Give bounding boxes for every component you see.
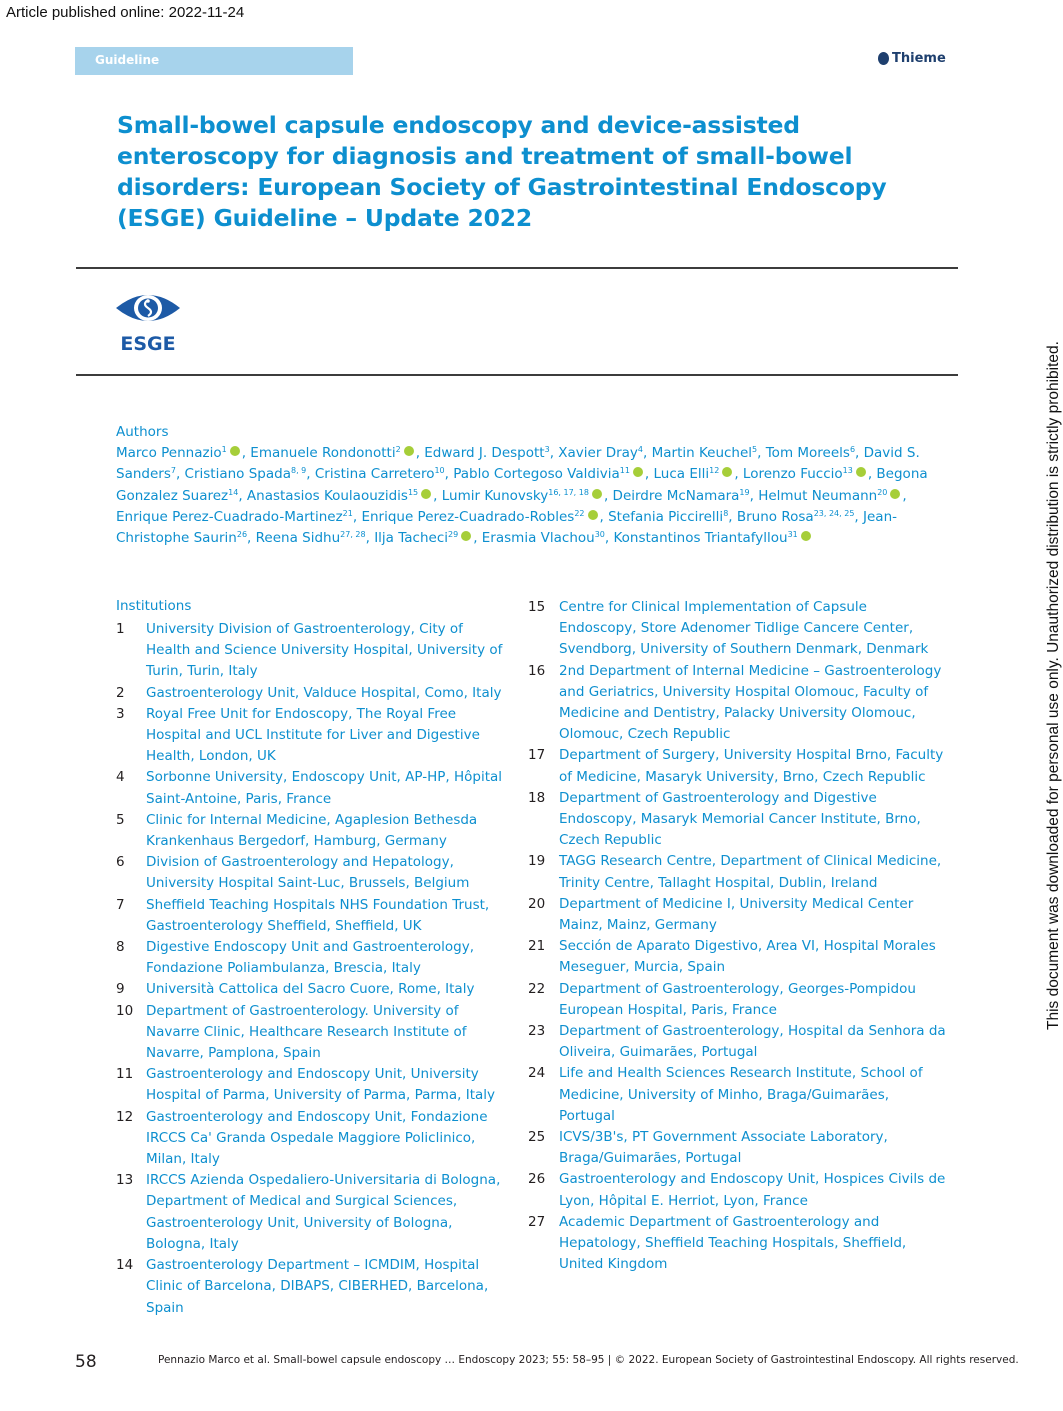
institution-text: Life and Health Sciences Research Institute, School of Medicine, University of Minho, Braga/Guimarães, Portugal — [559, 1065, 923, 1124]
author-affiliation: 7 — [170, 466, 176, 476]
institution-text: Department of Gastroenterology. University of Navarre Clinic, Healthcare Research Institute of Navarre, Pamplona, Spain — [146, 1002, 467, 1062]
author-affiliation: 16, 17, 18 — [548, 487, 589, 497]
footer-citation: Pennazio Marco et al. Small-bowel capsule endoscopy … Endoscopy 2023; 55: 58–95 | © 2022. European Society of Gastrointestinal Endoscopy. All rights reserved. — [158, 1354, 1019, 1366]
institution-number: 25 — [528, 1129, 546, 1146]
orcid-icon[interactable] — [722, 467, 732, 477]
author-affiliation: 29 — [448, 530, 459, 540]
institution-text: 2nd Department of Internal Medicine – Gastroenterology and Geriatrics, University Hospital Olomouc, Faculty of Medicine and Dentistry, Palacky University Olomouc, Olomouc, Czech Republic — [559, 662, 942, 743]
institution-text: Gastroenterology and Endoscopy Unit, University Hospital of Parma, University of Parma, Parma, Italy — [146, 1066, 496, 1104]
institution-text: Sección de Aparato Digestivo, Area VI, Hospital Morales Meseguer, Murcia, Spain — [559, 938, 936, 976]
authors-heading: Authors — [116, 424, 169, 440]
institution-item — [116, 1107, 511, 1171]
author — [374, 530, 473, 546]
author-name: Bruno Rosa — [736, 508, 814, 525]
author-affiliation: 10 — [434, 466, 445, 476]
institution-item — [528, 894, 948, 936]
author — [247, 488, 433, 504]
institution-text: Digestive Endoscopy Unit and Gastroenterology, Fondazione Poliambulanza, Brescia, Italy — [146, 939, 475, 977]
author-name: Emanuele Rondonotti — [250, 445, 396, 461]
author — [250, 445, 415, 461]
author-affiliation: 2 — [395, 445, 401, 454]
author-name: Edward J. Despott — [424, 445, 545, 461]
author-name: Reena Sidhu — [255, 530, 341, 547]
author-name: Enrique Perez-Cuadrado-Martinez — [116, 508, 343, 525]
author-name: Jean-Christophe Saurin — [116, 508, 898, 547]
institution-number: 4 — [116, 769, 125, 786]
institution-text: Gastroenterology and Endoscopy Unit, Fondazione IRCCS Ca' Granda Ospedale Maggiore Policlinico, Milan, Italy — [146, 1108, 488, 1168]
institution-text: Centre for Clinical Implementation of Capsule Endoscopy, Store Adenomer Tidlige Cancere Center, Svendborg, University of Southern Denmark, Denmark — [559, 599, 929, 658]
institution-item — [528, 1127, 948, 1169]
institution-item — [116, 1064, 511, 1106]
author-name: Cristiano Spada — [184, 466, 291, 483]
author-affiliation: 14 — [228, 487, 239, 497]
page-number: 58 — [75, 1352, 97, 1372]
institution-text: Royal Free Unit for Endoscopy, The Royal Free Hospital and UCL Institute for Liver and Digestive Health, London, UK — [146, 705, 480, 765]
institution-number: 5 — [116, 811, 125, 828]
author-affiliation: 26 — [236, 530, 248, 540]
author-name: David S. Sanders — [116, 445, 920, 483]
author-name: Erasmia Vlachou — [481, 530, 595, 547]
institution-text: IRCCS Azienda Ospedaliero-Universitaria di Bologna, Department of Medical and Surgical Sciences, Gastroenterology Unit, University of Bologna, Bologna, Italy — [146, 1172, 501, 1252]
author — [256, 530, 366, 546]
publication-date: Article published online: 2022-11-24 — [6, 4, 245, 21]
institution-item — [528, 745, 948, 787]
author-name: Cristina Carretero — [314, 466, 435, 483]
institution-number: 11 — [116, 1066, 134, 1083]
institutions-heading: Institutions — [116, 598, 192, 614]
author-affiliation: 15 — [407, 487, 419, 497]
institution-number: 9 — [116, 981, 125, 998]
author — [453, 466, 645, 482]
author — [116, 509, 353, 525]
institution-number: 20 — [528, 895, 546, 912]
institution-text: Clinic for Internal Medicine, Agaplesion Bethesda Krankenhaus Bergedorf, Hamburg, Germany — [146, 811, 478, 850]
article-title: Small-bowel capsule endoscopy and device-assisted enteroscopy for diagnosis and treatment of small-bowel disorders: European Society of Gastrointestinal Endoscopy (ESGE) Guideline – Update 2022 — [117, 111, 887, 232]
institution-number: 15 — [528, 599, 546, 615]
author-name: Pablo Cortegoso Valdivia — [453, 466, 620, 483]
author — [424, 445, 549, 461]
authors-list: Marco Pennazio$^1$ , Emanuele Rondonotti$^2$ , Edward J. Despott$^3$, Xavier Dray$^4$, Martin Keuchel$^5$, Tom Moreels$^6$, David S. Sanders$^7$, Cristiano Spada$^{8, 9}$, Cristina Carretero$^{10}$, Pablo Cortegoso Valdivia$^{11}$ , Luca Elli$^{12}$ , Lorenzo Fuccio$^{13}$ , Begona Gonzalez Suarez$^{14}$, Anastasios Koulaouzidis$^{15}$ , Lumir Kunovsky$^{16, 17, 18}$ , Deirdre McNamara$^{19}$, Helmut Neumann$^{20}$ , Enrique Perez-Cuadrado-Martinez$^{21}$, Enrique Perez-Cuadrado-Robles$^{22}$ , Stefania Piccirelli$^8$, Bruno Rosa$^{23, 24, 25}$, Jean-Christophe Saurin$^{26}$, Reena Sidhu$^{27, 28}$, Ilja Tacheci$^{29}$ , Erasmia Vlachou$^{30}$, Konstantinos Triantafyllou$^{31}$ — [116, 445, 928, 547]
author — [185, 466, 307, 482]
institution-item — [116, 937, 511, 979]
institution-number: 10 — [116, 1002, 134, 1019]
author-name: Tom Moreels — [765, 445, 850, 461]
institution-item — [528, 1212, 948, 1276]
orcid-icon[interactable] — [461, 531, 471, 541]
institution-item — [116, 619, 511, 683]
institution-item — [528, 979, 948, 1021]
orcid-icon[interactable] — [588, 510, 598, 520]
author-name: Ilja Tacheci — [374, 530, 448, 547]
author-affiliation: 12 — [709, 466, 720, 476]
author-affiliation: 8, 9 — [291, 466, 307, 476]
author — [315, 466, 445, 482]
author — [116, 445, 242, 461]
author — [482, 530, 605, 546]
divider-top — [76, 267, 958, 269]
institution-text: Gastroenterology Department – ICMDIM, Hospital Clinic of Barcelona, DIBAPS, CIBERHED, Barcelona, Spain — [146, 1257, 489, 1316]
institution-item — [116, 1170, 511, 1255]
institution-number: 24 — [528, 1065, 546, 1082]
institution-item — [116, 810, 511, 852]
institution-number: 21 — [528, 938, 546, 955]
author-affiliation: 3 — [544, 445, 550, 454]
institution-item — [528, 1021, 948, 1063]
institution-number: 1 — [116, 621, 125, 637]
institution-number: 14 — [116, 1257, 134, 1274]
author-affiliation: 31 — [787, 530, 798, 540]
institution-text: ICVS/3B's, PT Government Associate Laboratory, Braga/Guimarães, Portugal — [559, 1129, 888, 1167]
institution-number: 6 — [116, 854, 125, 871]
institution-text: Department of Medicine I, University Medical Center Mainz, Mainz, Germany — [559, 895, 914, 934]
author — [766, 445, 855, 461]
author — [758, 488, 902, 504]
institution-number: 19 — [528, 853, 546, 870]
publisher-name: Thieme — [892, 51, 946, 66]
thieme-leaf-icon — [878, 52, 889, 65]
institution-text: Department of Gastroenterology, Georges-Pompidou European Hospital, Paris, France — [559, 980, 916, 1018]
institution-number: 12 — [116, 1108, 134, 1125]
author-affiliation: 5 — [752, 445, 758, 454]
side-notice: This document was downloaded for personal use only. Unauthorized distribution is strictly prohibited. — [1045, 341, 1062, 1030]
institution-item — [116, 1255, 511, 1319]
author-affiliation: 27, 28 — [340, 530, 366, 540]
author — [654, 466, 735, 482]
institution-text: TAGG Research Centre, Department of Clinical Medicine, Trinity Centre, Tallaght Hospital, Dublin, Ireland — [559, 853, 942, 891]
institution-item — [116, 704, 511, 768]
author-name: Martin Keuchel — [651, 445, 753, 461]
institution-number: 7 — [116, 896, 125, 913]
author-name: Helmut Neumann — [758, 487, 878, 504]
author-affiliation: 8 — [723, 508, 729, 518]
institution-item — [528, 661, 948, 746]
institution-number: 22 — [528, 980, 546, 997]
author — [558, 445, 643, 461]
author-name: Lorenzo Fuccio — [742, 466, 843, 483]
institution-number: 16 — [528, 662, 546, 679]
institution-item — [116, 895, 511, 937]
institution-item — [116, 979, 511, 1000]
institution-text: University Division of Gastroenterology, City of Health and Science University Hospital, University of Turin, Turin, Italy — [146, 621, 503, 680]
author-name: Deirdre McNamara — [612, 487, 740, 504]
author-name: Lumir Kunovsky — [441, 487, 549, 504]
institution-item — [528, 788, 948, 852]
institution-text: Sorbonne University, Endoscopy Unit, AP-HP, Hôpital Saint-Antoine, Paris, France — [146, 769, 503, 807]
institution-text: Department of Gastroenterology, Hospital da Senhora da Oliveira, Guimarães, Portugal — [559, 1023, 946, 1061]
institution-text: Università Cattolica del Sacro Cuore, Rome, Italy — [146, 981, 475, 998]
author — [608, 509, 728, 525]
orcid-icon[interactable] — [592, 489, 602, 499]
institution-item — [116, 683, 511, 704]
author — [737, 509, 855, 525]
author — [361, 509, 599, 525]
institution-item — [116, 852, 511, 894]
divider-bottom — [76, 374, 958, 376]
author-name: Anastasios Koulaouzidis — [246, 487, 408, 504]
publisher-logo — [878, 51, 946, 66]
institution-text: Academic Department of Gastroenterology and Hepatology, Sheffield Teaching Hospitals, Sheffield, United Kingdom — [559, 1213, 907, 1273]
esge-logo — [112, 288, 184, 354]
author-affiliation: 1 — [221, 445, 227, 454]
author-affiliation: 11 — [619, 466, 630, 476]
author-name: Luca Elli — [653, 466, 710, 483]
author-name: Xavier Dray — [558, 445, 638, 461]
institution-number: 26 — [528, 1171, 546, 1188]
author-affiliation: 13 — [842, 466, 853, 476]
institution-number: 23 — [528, 1023, 546, 1040]
institution-number: 18 — [528, 789, 546, 806]
author-affiliation: 19 — [739, 487, 750, 497]
author-affiliation: 22 — [574, 508, 585, 518]
author-name: Begona Gonzalez Suarez — [116, 466, 928, 504]
author — [613, 488, 750, 504]
orcid-icon[interactable] — [890, 489, 900, 499]
institution-item — [528, 936, 948, 978]
orcid-icon[interactable] — [404, 446, 414, 456]
institutions-column-right — [528, 597, 948, 1276]
author — [613, 530, 812, 546]
author — [652, 445, 758, 461]
institution-number: 13 — [116, 1172, 134, 1189]
institution-text: Gastroenterology Unit, Valduce Hospital, Como, Italy — [146, 684, 502, 701]
institution-item — [528, 1169, 948, 1211]
institution-item — [528, 597, 948, 661]
author-affiliation: 21 — [342, 508, 353, 518]
institution-text: Department of Surgery, University Hospital Brno, Faculty of Medicine, Masaryk University, Brno, Czech Republic — [559, 747, 944, 785]
institution-item — [116, 767, 511, 809]
orcid-icon[interactable] — [633, 467, 643, 477]
institution-item — [528, 1063, 948, 1127]
author-name: Marco Pennazio — [116, 445, 222, 461]
institution-text: Department of Gastroenterology and Digestive Endoscopy, Masaryk Memorial Cancer Institute, Brno, Czech Republic — [559, 789, 921, 849]
orcid-icon[interactable] — [230, 446, 240, 456]
institution-number: 2 — [116, 684, 125, 701]
author-name: Konstantinos Triantafyllou — [613, 530, 788, 547]
author-name: Stefania Piccirelli — [608, 508, 724, 525]
author-affiliation: 20 — [877, 487, 888, 497]
section-tag — [75, 47, 353, 75]
author — [743, 466, 868, 482]
esge-logo-text: ESGE — [120, 333, 176, 355]
author-affiliation: 30 — [594, 530, 605, 540]
author — [442, 488, 604, 504]
institution-number: 3 — [116, 705, 125, 722]
orcid-icon[interactable] — [856, 467, 866, 477]
institution-text: Sheffield Teaching Hospitals NHS Foundation Trust, Gastroenterology Sheffield, Sheffield, UK — [146, 896, 490, 934]
institutions-column-left — [116, 619, 511, 1319]
institution-number: 17 — [528, 747, 546, 764]
section-tag-label: Guideline — [95, 53, 160, 67]
institution-number: 27 — [528, 1213, 546, 1230]
institution-item — [528, 851, 948, 893]
institution-number: 8 — [116, 939, 125, 956]
orcid-icon[interactable] — [421, 489, 431, 499]
author-affiliation: 23, 24, 25 — [813, 508, 855, 518]
author-name: Enrique Perez-Cuadrado-Robles — [361, 508, 575, 525]
author-affiliation: 6 — [849, 445, 856, 454]
author-affiliation: 4 — [637, 445, 643, 454]
orcid-icon[interactable] — [801, 531, 811, 541]
institution-item — [116, 1001, 511, 1065]
institution-text: Gastroenterology and Endoscopy Unit, Hospices Civils de Lyon, Hôpital E. Herriot, Lyon, France — [559, 1171, 946, 1209]
institution-text: Division of Gastroenterology and Hepatology, University Hospital Saint-Luc, Brussels, Belgium — [146, 854, 470, 892]
